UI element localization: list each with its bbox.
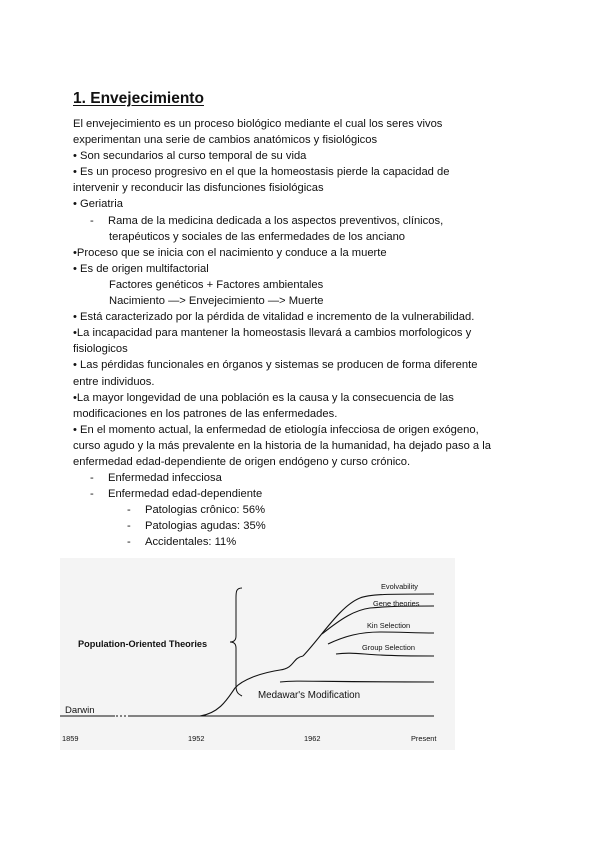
intro-line-2: experimentan una serie de cambios anatómicos y fisiológicos: [73, 134, 378, 147]
enfermedad-infecciosa-label: Enfermedad infecciosa: [108, 472, 222, 485]
multifactorial-factors: Factores genéticos + Factores ambientales: [109, 278, 324, 291]
bullet-perdidas-1: • Las pérdidas funcionales en órganos y sistemas se producen de forma diferente: [73, 359, 478, 372]
dash-marker: -: [90, 472, 94, 485]
dash-marker: -: [127, 536, 131, 549]
group-selection-label: Group Selection: [362, 643, 415, 652]
bullet-vitalidad: • Está caracterizado por la pérdida de vitalidad e incremento de la vulnerabilidad.: [73, 311, 475, 324]
enfermedad-infecciosa-item: [73, 470, 533, 486]
tick-1859: 1859: [62, 734, 79, 743]
patologias-agudas-label: Patologias agudas: 35%: [145, 520, 266, 533]
section-title: 1. Envejecimiento: [73, 90, 204, 107]
accidentales-item: [73, 534, 533, 550]
bullet-homeostasis-2: fisiologicos: [73, 343, 128, 356]
bullet-perdidas-2: entre individuos.: [73, 375, 155, 388]
patologias-cronico-label: Patologias crônico: 56%: [145, 504, 266, 517]
bullet-progresivo-2: intervenir y reconducir las disfunciones fisiológicas: [73, 182, 324, 195]
darwin-label: Darwin: [65, 705, 95, 716]
bullet-momento-2: curso agudo y la más prevalente en la historia de la humanidad, ha dejado paso a la: [73, 439, 491, 452]
bullet-proceso: •Proceso que se inicia con el nacimiento y conduce a la muerte: [73, 246, 387, 259]
gene-theories-label: Gene theories: [373, 599, 420, 608]
enfermedad-edad-item: [73, 486, 533, 502]
bullet-progresivo-1: • Es un proceso progresivo en el que la homeostasis pierde la capacidad de: [73, 166, 450, 179]
bullet-longevidad-2: modificaciones en los patrones de las enfermedades.: [73, 407, 338, 420]
theories-timeline-figure: [60, 558, 455, 750]
bullet-momento-1: • En el momento actual, la enfermedad de etiología infecciosa de origen exógeno,: [73, 423, 479, 436]
dash-marker: -: [90, 214, 94, 227]
bullet-homeostasis-1: •La incapacidad para mantener la homeostasis llevará a cambios morfologicos y: [73, 327, 472, 340]
dash-marker: -: [90, 488, 94, 501]
timeline-diagram: [60, 558, 455, 750]
bullet-momento-3: enfermedad edad-dependiente de origen endógeno y curso crónico.: [73, 455, 411, 468]
accidentales-label: Accidentales: 11%: [145, 536, 237, 549]
tick-present: Present: [411, 734, 437, 743]
bullet-longevidad-1: •La mayor longevidad de una población es la causa y la consecuencia de las: [73, 391, 454, 404]
dash-marker: -: [127, 520, 131, 533]
patologias-cronico-item: [73, 502, 533, 518]
geriatria-definition-1: Rama de la medicina dedicada a los aspectos preventivos, clínicos,: [108, 214, 444, 227]
section-body: [73, 116, 533, 551]
multifactorial-sequence: Nacimiento —> Envejecimiento —> Muerte: [109, 295, 324, 308]
enfermedad-edad-label: Enfermedad edad-dependiente: [108, 488, 263, 501]
bullet-geriatria: • Geriatria: [73, 198, 123, 211]
medawar-label: Medawar's Modification: [258, 690, 361, 701]
geriatria-definition-2: terapéuticos y sociales de las enfermedades de los anciano: [109, 230, 406, 243]
dash-marker: -: [127, 504, 131, 517]
population-theories-label: Population-Oriented Theories: [78, 639, 208, 649]
bullet-secundarios: • Son secundarios al curso temporal de su vida: [73, 150, 307, 163]
kin-selection-label: Kin Selection: [367, 621, 411, 630]
bullet-multifactorial: • Es de origen multifactorial: [73, 262, 209, 275]
intro-line-1: El envejecimiento es un proceso biológico mediante el cual los seres vivos: [73, 118, 443, 130]
tick-1962: 1962: [304, 734, 321, 743]
tick-1952: 1952: [188, 734, 205, 743]
geriatria-sub-item: [73, 213, 533, 229]
patologias-agudas-item: [73, 518, 533, 534]
evolvability-label: Evolvability: [381, 582, 418, 591]
